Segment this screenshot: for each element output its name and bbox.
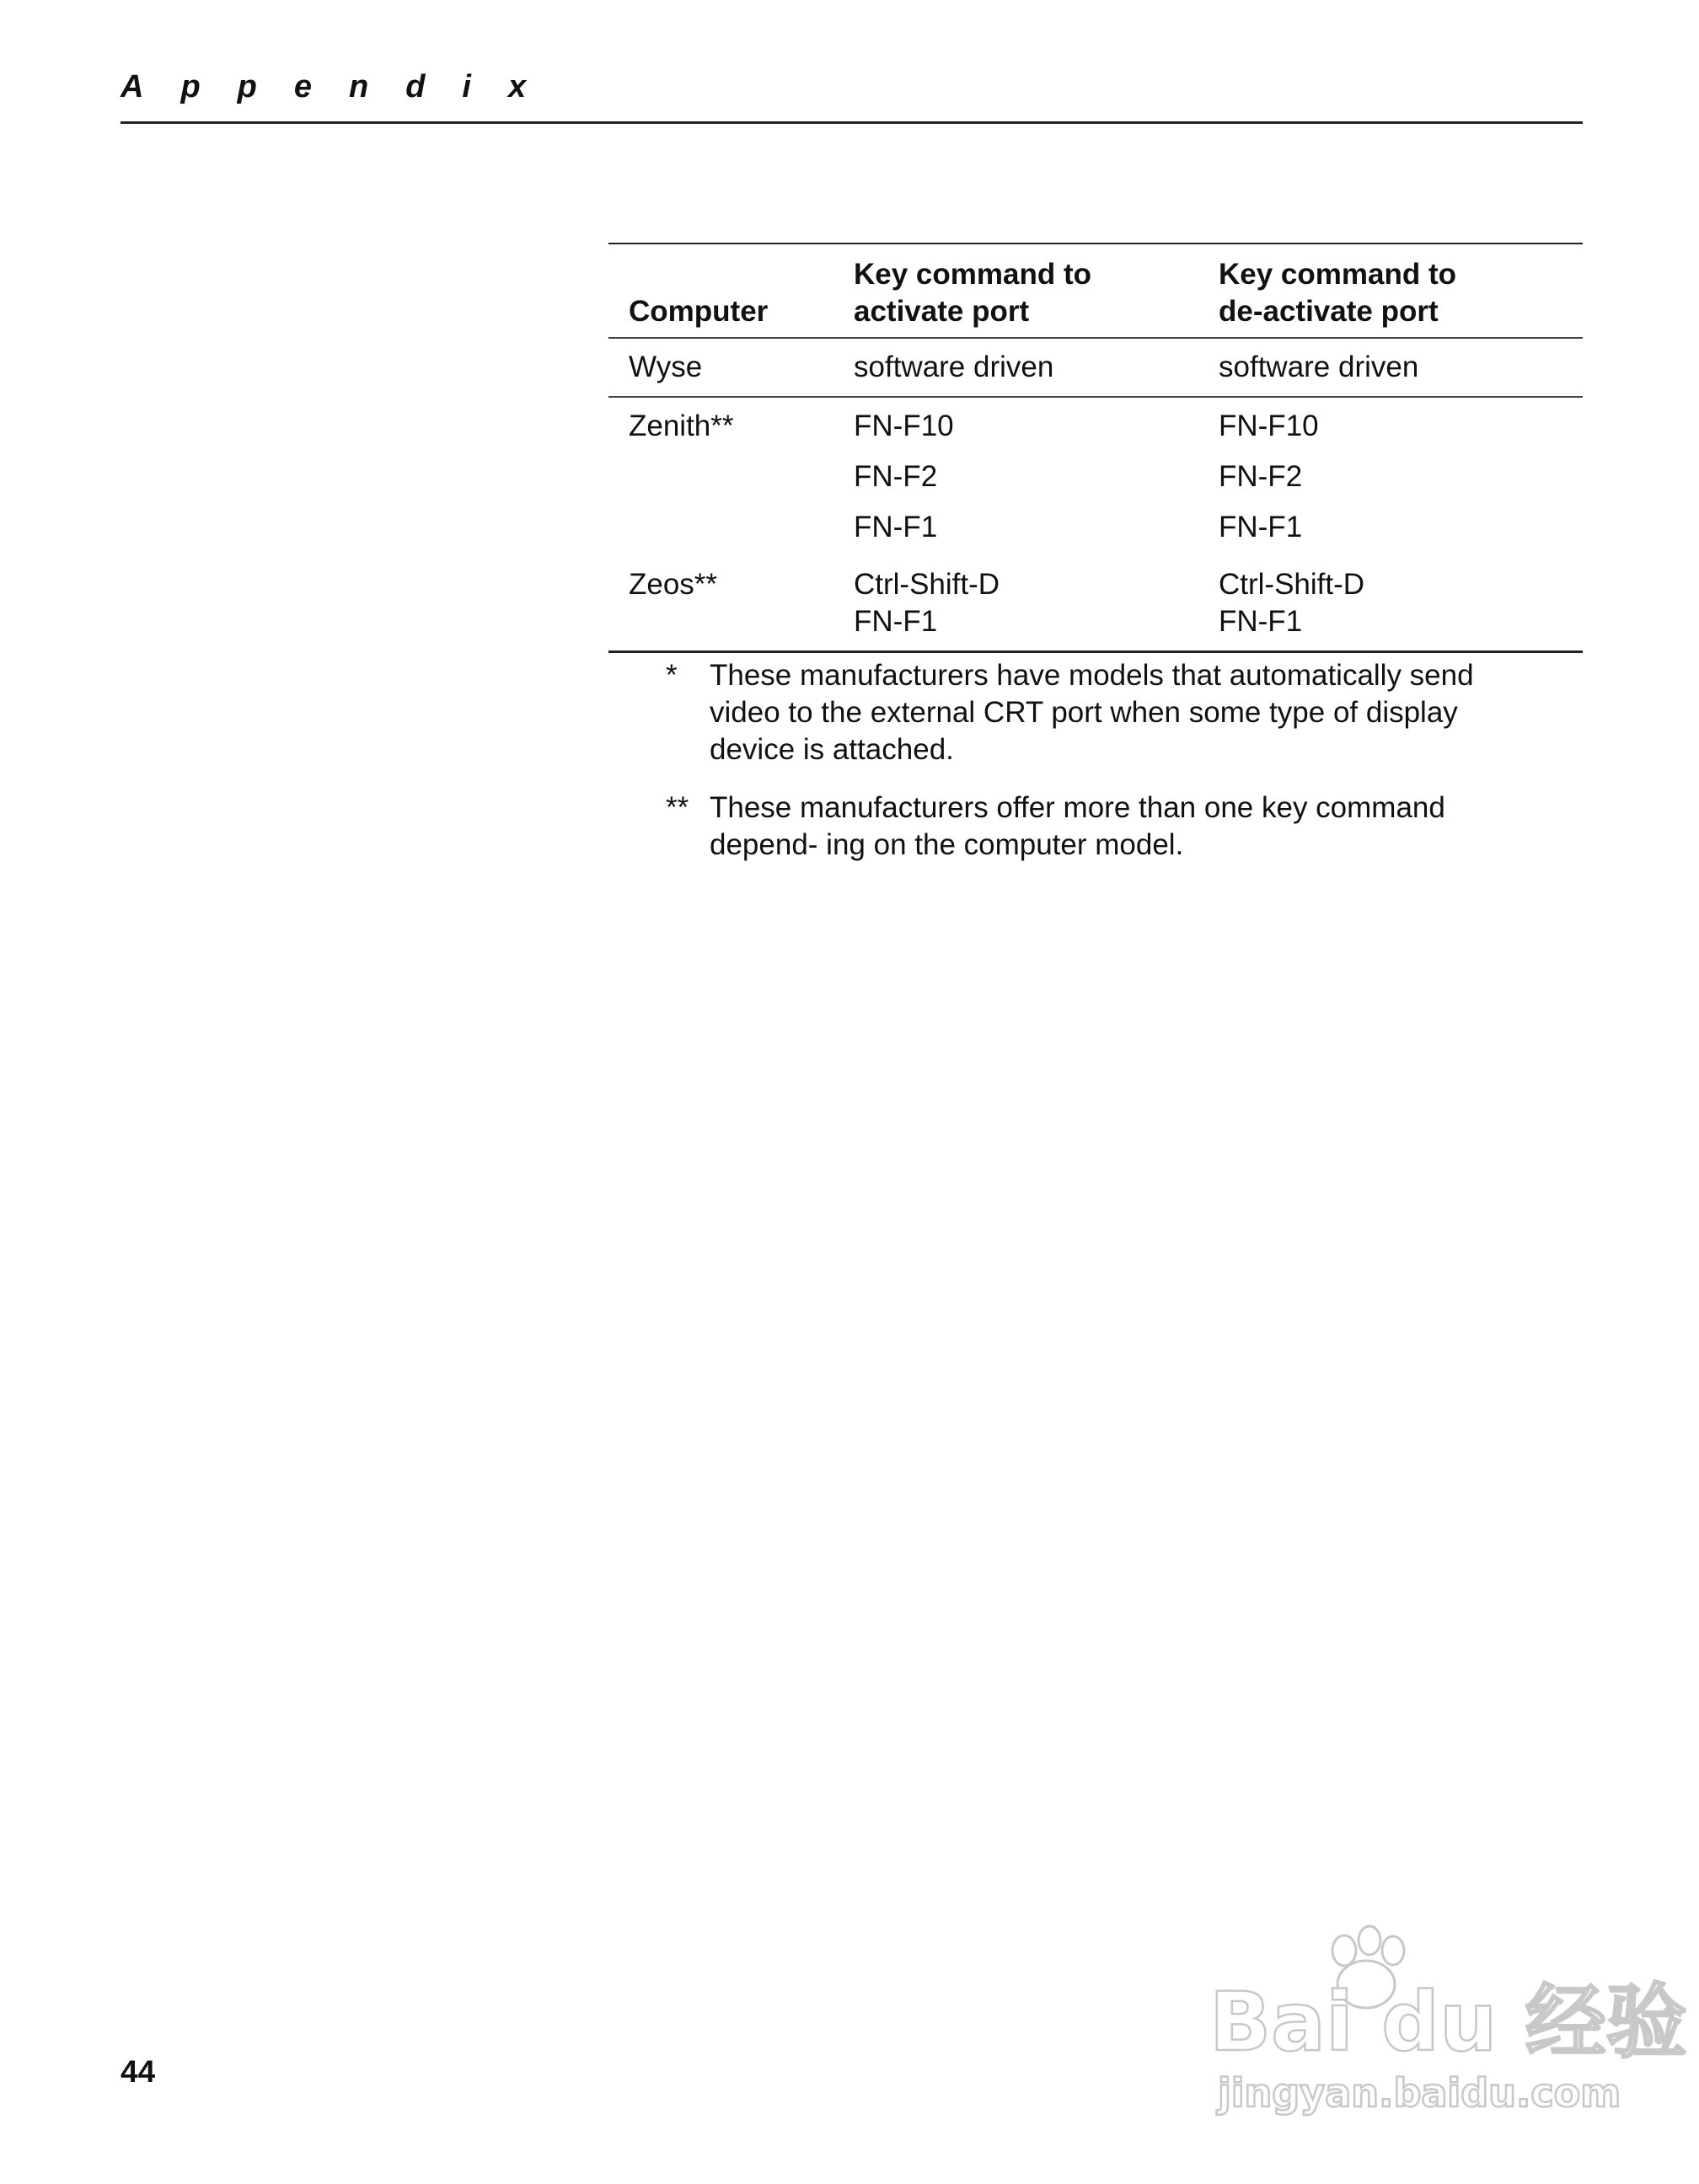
column-header-deactivate-line-2: de-activate port: [1219, 295, 1439, 328]
column-header-deactivate-line-1: Key command to: [1219, 258, 1456, 291]
footnotes: [666, 657, 1525, 885]
cell-deactivate: [1219, 397, 1583, 556]
cell-activate: [854, 556, 1219, 652]
column-header-activate-line-2: activate port: [854, 295, 1030, 328]
deactivate-command: FN-F1: [1219, 511, 1303, 543]
cell-deactivate: [1219, 556, 1583, 652]
activate-command: FN-F1: [854, 511, 938, 543]
footnote-mark: **: [666, 791, 689, 824]
footnote: [666, 790, 1525, 864]
column-header-activate: [854, 244, 1219, 338]
footnote-text: These manufacturers have models that automatically send video to the external CRT port when some type of display device is attached.: [710, 659, 1474, 766]
activate-command: FN-F2: [854, 460, 938, 493]
activate-command: FN-F10: [854, 410, 954, 442]
cell-deactivate: [1219, 338, 1583, 397]
table-row: [608, 397, 1583, 556]
watermark-brand: Bai du 经验: [1209, 1975, 1687, 2069]
deactivate-command: software driven: [1219, 351, 1419, 383]
column-header-activate-line-1: Key command to: [854, 258, 1091, 291]
activate-command: software driven: [854, 351, 1054, 383]
footnote: [666, 657, 1525, 768]
running-header: [121, 66, 1583, 124]
cell-computer: Zenith**: [629, 410, 734, 442]
footnote-mark: *: [666, 659, 678, 692]
header-title: Appendix: [121, 69, 564, 104]
table-header-row: [608, 244, 1583, 338]
key-command-table-wrapper: [608, 243, 1583, 653]
deactivate-command: FN-F10: [1219, 410, 1319, 442]
cell-computer: Wyse: [608, 338, 854, 397]
watermark-url: jingyan.baidu.com: [1218, 2070, 1621, 2116]
footnote-text: These manufacturers offer more than one key command depend- ing on the computer model.: [710, 791, 1445, 861]
key-command-table: [608, 243, 1583, 653]
page-number: 44: [121, 2054, 156, 2089]
column-header-deactivate: [1219, 244, 1583, 338]
activate-command: Ctrl-Shift-D FN-F1: [854, 568, 1000, 638]
column-header-computer: Computer: [608, 244, 854, 338]
cell-activate: [854, 397, 1219, 556]
cell-activate: [854, 338, 1219, 397]
deactivate-command: FN-F2: [1219, 460, 1303, 493]
baidu-jingyan-watermark: [1201, 1925, 1687, 2128]
table-row: [608, 556, 1583, 652]
table-row: [608, 338, 1583, 397]
cell-computer: Zeos**: [629, 568, 718, 601]
deactivate-command: Ctrl-Shift-D FN-F1: [1219, 568, 1365, 638]
